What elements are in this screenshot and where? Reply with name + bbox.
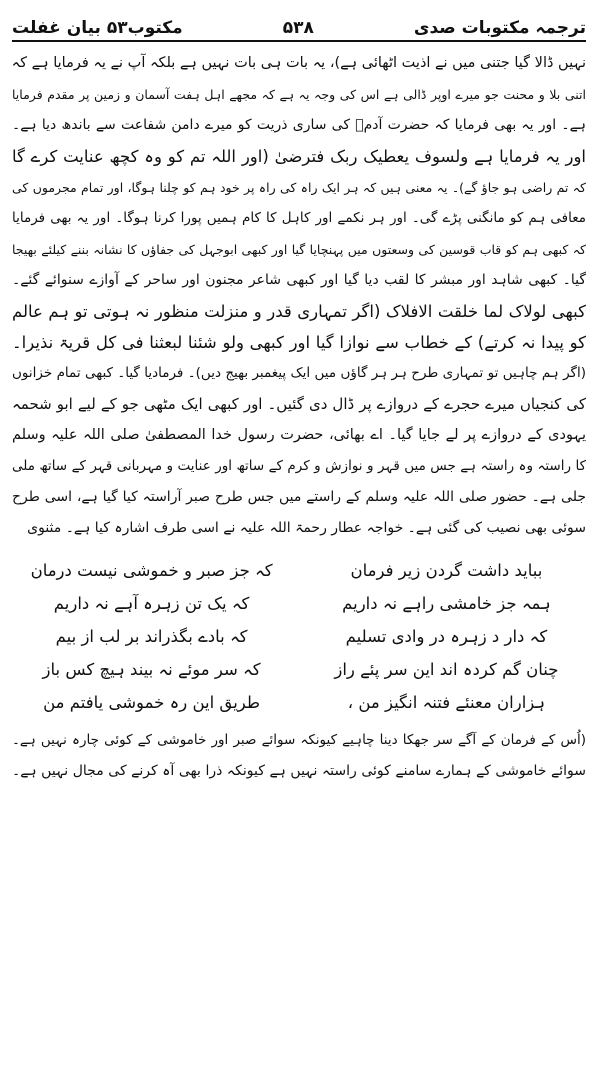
verse-second-hemistich: کہ بادے بگذراند بر لب از بیم [55, 627, 248, 646]
verse-first-hemistich: ہمہ جز خامشی راہے نہ داریم [342, 594, 551, 613]
verse-second-hemistich: کہ جز صبر و خموشی نیست درمان [30, 561, 273, 580]
verse-first-hemistich: ہزاران معنئے فتنہ انگیز من ، [347, 693, 546, 712]
verse-couplet [12, 653, 586, 686]
text-line: کی کنجیاں میرے حجرے کے دروازے پر ڈال دی گئیں۔ اور کبھی ایک مٹھی جو کے لیے ابو شحمہ [12, 395, 586, 413]
page-number: ۵۳۸ [282, 18, 314, 38]
verse-couplet [12, 620, 586, 653]
text-line: سوئی بھی نصیب کی گئی ہے۔ خواجہ عطار رحمۃ اللہ علیہ نے اسی طرف اشارہ کیا ہے۔ مثنوی [27, 520, 586, 536]
verse-first-hemistich: چنان گم کردہ اند این سر پئے راز [334, 660, 559, 679]
text-line: یہودی کے دروازے پر لے جایا گیا۔ اے بھائی، حضرت رسول خدا المصطفیٰ صلی اللہ علیہ وسلم [12, 427, 586, 443]
text-line: کا راستہ وہ راستہ ہے جس میں قہر و نوازش و کرم کے ساتھ اور عنایت و مہربانی قہر کے ساتھ ملی [12, 458, 586, 474]
text-line: کہ تم راضی ہو جاؤ گے)۔ یہ معنی ہیں کہ ہر ایک راہ کی راہ پر خود ہم کو چلنا ہوگا، اور تمام مجرموں کی [12, 180, 586, 195]
text-line: (اگر ہم چاہیں تو تمہاری طرح ہر ہر گاؤں میں ایک پیغمبر بھیج دیں)۔ فرمادیا گیا۔ کبھی تمام خزانوں [12, 365, 586, 381]
chapter-title: مکتوب۵۳ بیان غفلت [12, 18, 183, 38]
verse-second-hemistich: کہ سر موئے نہ بیند ہیچ کس باز [42, 660, 261, 679]
verse-translation [12, 725, 586, 787]
verse-second-hemistich: کہ یک تن زہرہ آہے نہ داریم [53, 594, 250, 613]
text-line: (اُس کے فرمان کے آگے سر جھکا دینا چاہیے کیونکہ سوائے صبر اور خاموشی کے کوئی چارہ نہیں ہے۔ [12, 732, 586, 748]
text-line: گیا۔ کبھی شاہد اور مبشر کا لقب دیا گیا اور کبھی شاعر مجنون اور ساحر کے آوازے سنوائے گئے۔ [12, 272, 586, 288]
text-line: نہیں ڈالا گیا جتنی میں نے اذیت اٹھائی ہے)، یہ بات ہی بات نہیں ہے بلکہ آپ نے یہ فرمایا ہے کہ [12, 55, 586, 71]
book-title: ترجمہ مکتوبات صدی [413, 18, 586, 38]
text-line: کبھی لولاک لما خلقت الافلاک (اگر تمہاری قدر و منزلت منظور نہ ہوتی تو ہم عالم [12, 302, 586, 321]
text-line: کو پیدا نہ کرتے) کے خطاب سے نوازا گیا اور کبھی ولو شئنا لبعثنا فی کل قریۃ نذیرا۔ [12, 333, 586, 352]
verse-first-hemistich: کہ دار د زہرہ در وادی تسلیم [345, 627, 548, 646]
text-line: سوائے خاموشی کے ہمارے سامنے کوئی راستہ نہیں ہے کیونکہ ذرا بھی آہ کرنے کی مجال نہیں ہے۔ [12, 763, 586, 779]
verse-couplet [12, 587, 586, 620]
page-header [12, 4, 586, 38]
text-line: اتنی بلا و محنت جو میرے اوپر ڈالی ہے اس کی وجہ یہ ہے کہ مجھے اہل ہفت آسمان و زمین پر مقدم فرمایا [12, 87, 586, 102]
verse-couplet [12, 686, 586, 719]
text-line: اور یہ فرمایا ہے ولسوف یعطیک ربک فترضیٰ (اور اللہ تم کو وہ کچھ عنایت کرے گا [12, 147, 586, 166]
text-line: جلی ہے۔ حضور صلی اللہ علیہ وسلم کے راستے میں جس طرح صبر آراستہ کیا گیا ہے، اسی طرح [12, 489, 586, 505]
body-text [12, 48, 586, 544]
verse-second-hemistich: طریق این رہ خموشی یافتم من [43, 693, 261, 712]
text-line: ہے۔ اور یہ بھی فرمایا کہ حضرت آدمؑ کی ساری ذریت کو میرے دامن شفاعت سے باندھ دیا ہے۔ [12, 117, 586, 133]
text-line: معافی ہم کو مانگنی پڑے گی۔ اور ہر نکمے اور کاہل کا کام ہمیں پورا کرنا ہوگا۔ اور یہ بھی فرمایا [12, 210, 586, 226]
header-rule [12, 40, 586, 42]
verse-first-hemistich: بباید داشت گردن زیر فرمان [350, 561, 543, 580]
masnavi-verses [12, 554, 586, 719]
text-line: کہ کبھی ہم کو قاب قوسین کی وسعتوں میں پہنچایا گیا اور کبھی ابوجہل کی جفاؤں کا نشانہ بننے کیلئے بھیجا [12, 242, 586, 257]
verse-couplet [12, 554, 586, 587]
